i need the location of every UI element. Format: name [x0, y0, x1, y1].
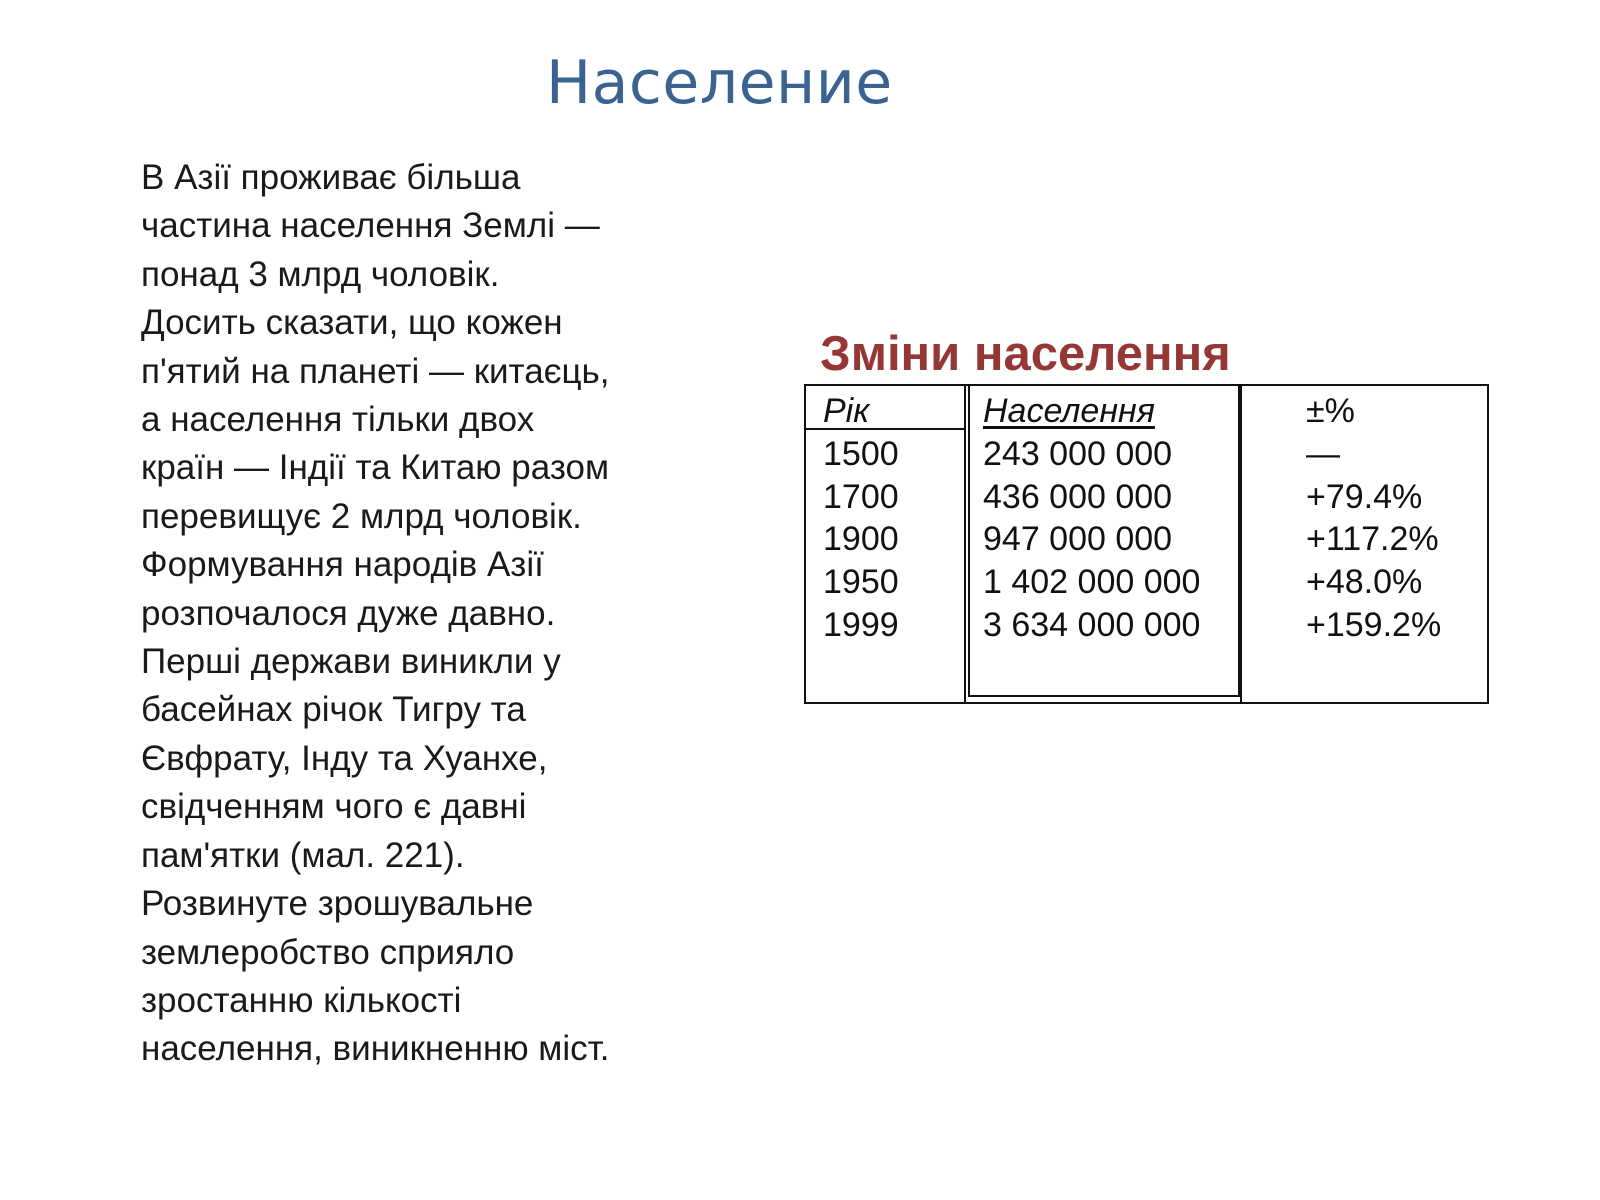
year-cell: 1950: [823, 563, 899, 602]
body-line: пам'ятки (мал. 221).: [141, 835, 465, 875]
year-cell: 1999: [823, 605, 899, 644]
body-line: землеробство сприяло: [141, 932, 515, 972]
population-cell: 243 000 000: [983, 434, 1173, 473]
body-line: країн — Індії та Китаю разом: [141, 448, 610, 488]
column-divider: [964, 384, 966, 704]
body-line: Євфрату, Інду та Хуанхе,: [141, 738, 548, 778]
population-cell: 1 402 000 000: [983, 563, 1201, 602]
change-cell: +48.0%: [1306, 563, 1423, 602]
body-line: розпочалося дуже давно.: [141, 593, 556, 633]
change-column: [1306, 390, 1441, 647]
population-cell: 3 634 000 000: [983, 605, 1201, 644]
body-line: п'ятий на планеті — китаєць,: [141, 351, 610, 391]
body-line: Досить сказати, що кожен: [141, 303, 563, 343]
change-cell: +159.2%: [1306, 605, 1442, 644]
population-header: Населення: [983, 392, 1155, 430]
body-line: Розвинуте зрошувальне: [141, 884, 534, 924]
population-column: [983, 390, 1200, 647]
change-cell: +79.4%: [1306, 477, 1423, 516]
body-line: понад 3 млрд чоловік.: [141, 254, 500, 294]
change-cell: +117.2%: [1306, 520, 1439, 559]
table-title: Зміни населення: [820, 327, 1231, 381]
year-cell: 1700: [823, 477, 899, 516]
body-line: В Азії проживає більша: [141, 158, 521, 197]
change-cell: —: [1306, 434, 1340, 473]
column-divider: [1240, 384, 1242, 704]
year-cell: 1900: [823, 520, 899, 559]
body-line: перевищує 2 млрд чоловік.: [141, 496, 582, 536]
slide-title: Население: [546, 48, 893, 118]
year-column: [823, 390, 899, 647]
body-line: басейнах річок Тигру та: [141, 690, 526, 730]
body-line: зростанню кількості: [141, 980, 462, 1020]
body-line: населення, виникненню міст.: [141, 1029, 610, 1069]
year-header: Рік: [823, 392, 870, 430]
body-line: Перші держави виникли у: [141, 642, 561, 682]
body-line: Формування народів Азії: [141, 545, 544, 585]
change-header: ±%: [1306, 392, 1355, 430]
population-table: [804, 384, 1489, 704]
body-paragraph: [141, 154, 701, 1074]
body-line: а населення тільки двох: [141, 400, 535, 440]
body-line: свідченням чого є давні: [141, 787, 527, 827]
year-cell: 1500: [823, 434, 899, 473]
body-line: частина населення Землі —: [141, 206, 600, 246]
population-cell: 436 000 000: [983, 477, 1173, 516]
population-cell: 947 000 000: [983, 520, 1173, 559]
